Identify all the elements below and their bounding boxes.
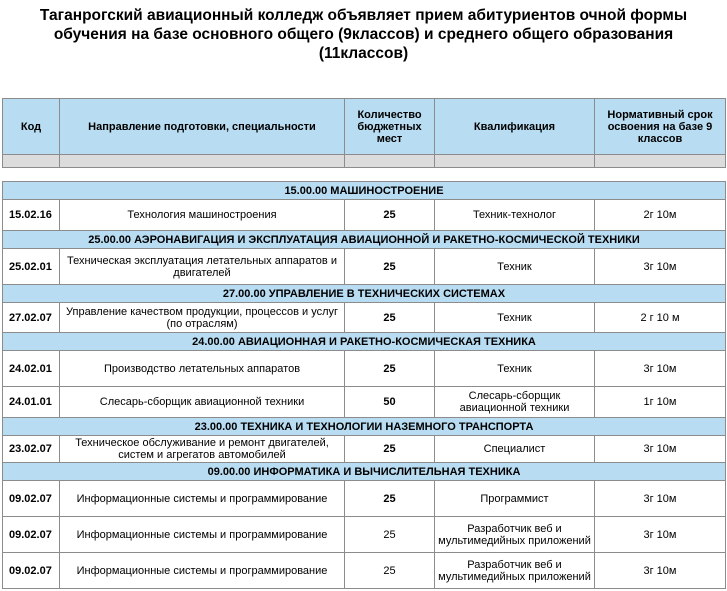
section-header bbox=[3, 182, 726, 200]
section-title: 15.00.00 МАШИНОСТРОЕНИЕ bbox=[3, 182, 726, 200]
cell-name: Информационные системы и программирование bbox=[60, 517, 345, 553]
table-row bbox=[3, 481, 726, 517]
table-row bbox=[3, 517, 726, 553]
title-line-2: обучения на базе основного общего (9классов) и среднего общего образования bbox=[53, 26, 674, 43]
cell-qualification: Техник bbox=[435, 351, 595, 387]
cell-places: 25 bbox=[345, 436, 435, 463]
cell-term: 3г 10м bbox=[595, 481, 726, 517]
cell-code: 25.02.01 bbox=[3, 249, 60, 285]
cell-qualification: Специалист bbox=[435, 436, 595, 463]
cell-name: Управление качеством продукции, процессов и услуг (по отраслям) bbox=[60, 303, 345, 333]
cell-term: 1г 10м bbox=[595, 387, 726, 418]
page-title bbox=[0, 6, 727, 63]
cell-qualification: Программист bbox=[435, 481, 595, 517]
cell-places: 50 bbox=[345, 387, 435, 418]
cell-places: 25 bbox=[345, 517, 435, 553]
header-places: Количество бюджетных мест bbox=[345, 99, 435, 155]
cell-code: 15.02.16 bbox=[3, 200, 60, 231]
header-term: Нормативный срок освоения на базе 9 классов bbox=[595, 99, 726, 155]
cell-code: 24.01.01 bbox=[3, 387, 60, 418]
cell-qualification: Техник-технолог bbox=[435, 200, 595, 231]
cell-term: 3г 10м bbox=[595, 249, 726, 285]
section-header bbox=[3, 463, 726, 481]
cell-code: 24.02.01 bbox=[3, 351, 60, 387]
cell-term: 2 г 10 м bbox=[595, 303, 726, 333]
cell-name: Техническая эксплуатация летательных аппаратов и двигателей bbox=[60, 249, 345, 285]
table-row bbox=[3, 303, 726, 333]
cell-term: 3г 10м bbox=[595, 351, 726, 387]
section-title: 27.00.00 УПРАВЛЕНИЕ В ТЕХНИЧЕСКИХ СИСТЕМАХ bbox=[3, 285, 726, 303]
table-row bbox=[3, 436, 726, 463]
cell-term: 3г 10м bbox=[595, 436, 726, 463]
cell-term: 3г 10м bbox=[595, 553, 726, 589]
cell-qualification: Техник bbox=[435, 249, 595, 285]
admission-table bbox=[2, 98, 726, 589]
cell-code: 27.02.07 bbox=[3, 303, 60, 333]
cell-places: 25 bbox=[345, 481, 435, 517]
section-header bbox=[3, 231, 726, 249]
cell-name: Техническое обслуживание и ремонт двигателей, систем и агрегатов автомобилей bbox=[60, 436, 345, 463]
table-row bbox=[3, 387, 726, 418]
cell-name: Слесарь-сборщик авиационной техники bbox=[60, 387, 345, 418]
cell-places: 25 bbox=[345, 200, 435, 231]
cell-term: 2г 10м bbox=[595, 200, 726, 231]
cell-code: 09.02.07 bbox=[3, 517, 60, 553]
cell-places: 25 bbox=[345, 249, 435, 285]
header-direction: Направление подготовки, специальности bbox=[60, 99, 345, 155]
cell-code: 09.02.07 bbox=[3, 553, 60, 589]
header-qualification: Квалификация bbox=[435, 99, 595, 155]
cell-term: 3г 10м bbox=[595, 517, 726, 553]
spacer-row bbox=[3, 168, 726, 182]
section-title: 25.00.00 АЭРОНАВИГАЦИЯ И ЭКСПЛУАТАЦИЯ АВИАЦИОННОЙ И РАКЕТНО-КОСМИЧЕСКОЙ ТЕХНИКИ bbox=[3, 231, 726, 249]
section-title: 23.00.00 ТЕХНИКА И ТЕХНОЛОГИИ НАЗЕМНОГО ТРАНСПОРТА bbox=[3, 418, 726, 436]
cell-qualification: Слесарь-сборщик авиационной техники bbox=[435, 387, 595, 418]
section-title: 09.00.00 ИНФОРМАТИКА И ВЫЧИСЛИТЕЛЬНАЯ ТЕХНИКА bbox=[3, 463, 726, 481]
blank-row bbox=[3, 155, 726, 168]
table-header-row bbox=[3, 99, 726, 155]
cell-qualification: Разработчик веб и мультимедийных приложений bbox=[435, 553, 595, 589]
cell-places: 25 bbox=[345, 351, 435, 387]
cell-name: Технология машиностроения bbox=[60, 200, 345, 231]
section-header bbox=[3, 333, 726, 351]
cell-code: 23.02.07 bbox=[3, 436, 60, 463]
section-title: 24.00.00 АВИАЦИОННАЯ И РАКЕТНО-КОСМИЧЕСКАЯ ТЕХНИКА bbox=[3, 333, 726, 351]
cell-qualification: Разработчик веб и мультимедийных приложений bbox=[435, 517, 595, 553]
cell-places: 25 bbox=[345, 553, 435, 589]
title-line-3: (11классов) bbox=[318, 45, 409, 62]
section-header bbox=[3, 285, 726, 303]
cell-qualification: Техник bbox=[435, 303, 595, 333]
table-row bbox=[3, 249, 726, 285]
cell-name: Информационные системы и программирование bbox=[60, 553, 345, 589]
section-header bbox=[3, 418, 726, 436]
table-row bbox=[3, 553, 726, 589]
cell-places: 25 bbox=[345, 303, 435, 333]
title-line-1: Таганрогский авиационный колледж объявляет прием абитуриентов очной формы bbox=[39, 7, 688, 24]
header-code: Код bbox=[3, 99, 60, 155]
cell-name: Производство летательных аппаратов bbox=[60, 351, 345, 387]
table-row bbox=[3, 351, 726, 387]
cell-name: Информационные системы и программирование bbox=[60, 481, 345, 517]
table-row bbox=[3, 200, 726, 231]
cell-code: 09.02.07 bbox=[3, 481, 60, 517]
